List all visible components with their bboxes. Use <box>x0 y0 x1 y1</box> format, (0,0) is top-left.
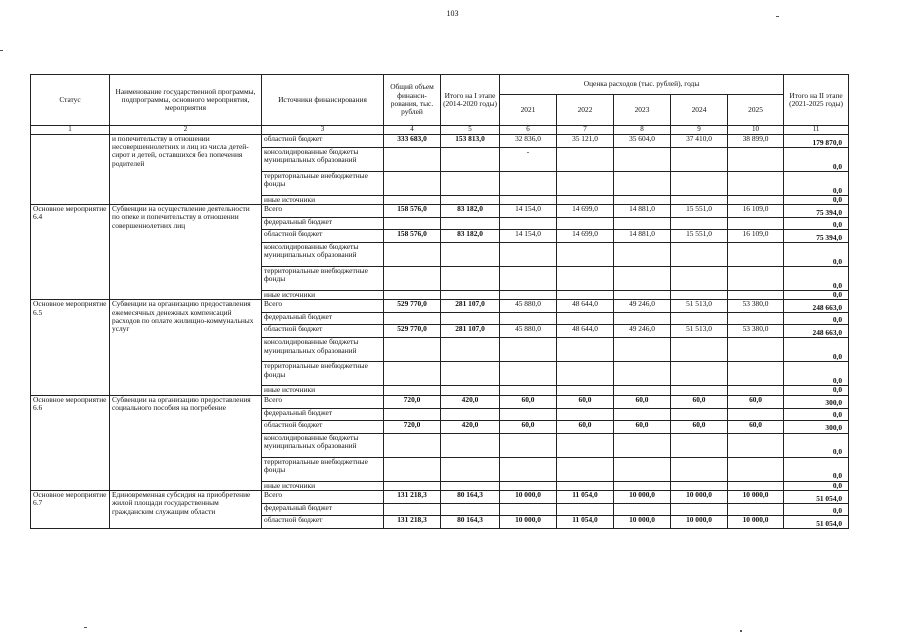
value-cell <box>384 195 441 204</box>
value-cell <box>728 291 784 300</box>
measure-name-cell: Субвенции на организацию предоставления ежемесячных денежных компенсаций расходов по оплате жилищно-коммунальных услуг <box>110 300 262 395</box>
stage2-total-cell: 75 394,0 <box>784 205 849 218</box>
funding-source-cell: областной бюджет <box>262 420 384 433</box>
stage2-total-cell: 300,0 <box>784 420 849 433</box>
value-cell <box>557 408 614 420</box>
value-cell <box>614 195 671 204</box>
value-cell: 60,0 <box>614 395 671 408</box>
value-cell <box>384 457 441 481</box>
value-cell <box>671 408 728 420</box>
value-cell <box>384 338 441 362</box>
value-cell <box>441 147 500 171</box>
value-cell: 720,0 <box>384 395 441 408</box>
value-cell: 281 107,0 <box>441 300 500 313</box>
value-cell: 10 000,0 <box>728 515 784 528</box>
column-number: 8 <box>614 126 671 135</box>
value-cell: 16 109,0 <box>728 205 784 218</box>
value-cell <box>500 291 557 300</box>
funding-source-cell: иные источники <box>262 195 384 204</box>
value-cell: 48 644,0 <box>557 300 614 313</box>
funding-source-cell: областной бюджет <box>262 134 384 147</box>
value-cell <box>441 408 500 420</box>
value-cell <box>614 243 671 267</box>
value-cell <box>728 457 784 481</box>
stage2-total-cell: 0,0 <box>784 267 849 291</box>
stage2-total-cell: 0,0 <box>784 457 849 481</box>
value-cell <box>557 386 614 395</box>
value-cell: - <box>500 147 557 171</box>
funding-source-cell: Всего <box>262 300 384 313</box>
value-cell: 60,0 <box>728 420 784 433</box>
value-cell <box>614 457 671 481</box>
stage2-total-cell: 0,0 <box>784 386 849 395</box>
value-cell <box>441 313 500 325</box>
value-cell <box>728 171 784 195</box>
stage2-total-cell: 0,0 <box>784 195 849 204</box>
value-cell: 10 000,0 <box>500 515 557 528</box>
value-cell <box>728 386 784 395</box>
scan-mark <box>740 630 742 632</box>
value-cell <box>441 481 500 490</box>
value-cell <box>728 408 784 420</box>
value-cell <box>614 433 671 457</box>
value-cell: 10 000,0 <box>671 515 728 528</box>
value-cell <box>728 147 784 171</box>
value-cell <box>441 457 500 481</box>
funding-source-cell: иные источники <box>262 291 384 300</box>
value-cell <box>557 218 614 230</box>
value-cell <box>441 267 500 291</box>
value-cell <box>384 147 441 171</box>
funding-source-cell: Всего <box>262 490 384 503</box>
value-cell <box>384 362 441 386</box>
value-cell: 131 218,3 <box>384 490 441 503</box>
stage2-total-cell: 0,0 <box>784 171 849 195</box>
value-cell <box>671 171 728 195</box>
stage2-total-cell: 0,0 <box>784 362 849 386</box>
header-estimate: Оценка расходов (тыс. рублей), годы <box>500 75 784 95</box>
page-number: 103 <box>446 9 459 18</box>
funding-source-cell: территориальные внебюджетные фонды <box>262 171 384 195</box>
value-cell <box>441 243 500 267</box>
value-cell: 720,0 <box>384 420 441 433</box>
value-cell: 60,0 <box>500 420 557 433</box>
measure-name-cell: и попечительству в отношении несовершеннолетних и лиц из числа детей-сирот и детей, оставшихся без попечения родителей <box>110 134 262 204</box>
column-number: 1 <box>31 126 110 135</box>
header-sources: Источники финансирования <box>262 75 384 126</box>
value-cell <box>557 291 614 300</box>
table-row <box>31 395 849 408</box>
value-cell <box>500 338 557 362</box>
value-cell: 14 881,0 <box>614 230 671 243</box>
funding-source-cell: Всего <box>262 395 384 408</box>
value-cell: 51 513,0 <box>671 300 728 313</box>
value-cell <box>614 362 671 386</box>
value-cell <box>384 171 441 195</box>
funding-source-cell: территориальные внебюджетные фонды <box>262 362 384 386</box>
value-cell: 48 644,0 <box>557 325 614 338</box>
value-cell: 37 410,0 <box>671 134 728 147</box>
funding-source-cell: федеральный бюджет <box>262 408 384 420</box>
value-cell <box>614 338 671 362</box>
status-cell: Основное мероприятие 6.5 <box>31 300 110 395</box>
value-cell <box>557 171 614 195</box>
value-cell <box>500 267 557 291</box>
value-cell <box>614 171 671 195</box>
column-number: 9 <box>671 126 728 135</box>
value-cell: 60,0 <box>557 395 614 408</box>
funding-source-cell: Всего <box>262 205 384 218</box>
value-cell <box>614 267 671 291</box>
value-cell <box>500 195 557 204</box>
value-cell: 45 880,0 <box>500 300 557 313</box>
value-cell <box>441 171 500 195</box>
value-cell <box>671 481 728 490</box>
measure-name-cell: Субвенции на осуществление деятельности по опеке и попечительству в отношении совершеннолетних лиц <box>110 205 262 300</box>
stage2-total-cell: 0,0 <box>784 481 849 490</box>
value-cell: 80 164,3 <box>441 515 500 528</box>
table-row <box>31 134 849 147</box>
column-number: 4 <box>384 126 441 135</box>
stage2-total-cell: 0,0 <box>784 338 849 362</box>
funding-source-cell: областной бюджет <box>262 230 384 243</box>
measure-name-cell: Субвенции на организацию предоставления социального пособия на погребение <box>110 395 262 490</box>
value-cell <box>614 218 671 230</box>
status-cell: Основное мероприятие 6.4 <box>31 205 110 300</box>
value-cell: 158 576,0 <box>384 230 441 243</box>
value-cell <box>441 338 500 362</box>
funding-source-cell: территориальные внебюджетные фонды <box>262 267 384 291</box>
stage2-total-cell: 0,0 <box>784 291 849 300</box>
funding-source-cell: федеральный бюджет <box>262 313 384 325</box>
stage2-total-cell: 248 663,0 <box>784 300 849 313</box>
stage2-total-cell: 0,0 <box>784 147 849 171</box>
column-number: 2 <box>110 126 262 135</box>
value-cell <box>557 433 614 457</box>
table-row <box>31 300 849 313</box>
status-cell: Основное мероприятие 6.7 <box>31 490 110 528</box>
value-cell: 60,0 <box>614 420 671 433</box>
value-cell <box>384 267 441 291</box>
value-cell: 14 881,0 <box>614 205 671 218</box>
stage2-total-cell: 51 054,0 <box>784 515 849 528</box>
funding-source-cell: иные источники <box>262 481 384 490</box>
stage2-total-cell: 0,0 <box>784 243 849 267</box>
value-cell: 51 513,0 <box>671 325 728 338</box>
value-cell <box>614 313 671 325</box>
value-cell: 15 551,0 <box>671 205 728 218</box>
value-cell <box>500 503 557 515</box>
value-cell <box>671 243 728 267</box>
value-cell <box>384 386 441 395</box>
value-cell <box>614 503 671 515</box>
value-cell <box>728 195 784 204</box>
funding-source-cell: территориальные внебюджетные фонды <box>262 457 384 481</box>
value-cell: 53 380,0 <box>728 325 784 338</box>
value-cell: 14 699,0 <box>557 205 614 218</box>
value-cell <box>728 481 784 490</box>
value-cell: 529 770,0 <box>384 300 441 313</box>
funding-source-cell: областной бюджет <box>262 515 384 528</box>
value-cell: 529 770,0 <box>384 325 441 338</box>
stage2-total-cell: 51 054,0 <box>784 490 849 503</box>
stage2-total-cell: 0,0 <box>784 218 849 230</box>
value-cell <box>500 481 557 490</box>
value-cell: 420,0 <box>441 420 500 433</box>
stage2-total-cell: 0,0 <box>784 313 849 325</box>
value-cell: 131 218,3 <box>384 515 441 528</box>
column-number: 5 <box>441 126 500 135</box>
value-cell <box>441 433 500 457</box>
value-cell <box>671 457 728 481</box>
stage2-total-cell: 300,0 <box>784 395 849 408</box>
value-cell <box>671 147 728 171</box>
value-cell: 35 604,0 <box>614 134 671 147</box>
value-cell <box>500 313 557 325</box>
header-stage2: Итого на II этапе (2021-2025 годы) <box>784 75 849 126</box>
value-cell: 11 054,0 <box>557 490 614 503</box>
value-cell <box>728 362 784 386</box>
value-cell <box>500 218 557 230</box>
value-cell <box>441 218 500 230</box>
header-status: Статус <box>31 75 110 126</box>
stage2-total-cell: 0,0 <box>784 408 849 420</box>
value-cell: 53 380,0 <box>728 300 784 313</box>
value-cell <box>671 386 728 395</box>
value-cell: 15 551,0 <box>671 230 728 243</box>
scan-mark <box>84 627 87 628</box>
value-cell: 35 121,0 <box>557 134 614 147</box>
header-row-top <box>31 75 849 95</box>
value-cell <box>557 267 614 291</box>
header-name: Наименование государственной программы, подпрограммы, основного мероприятия, мероприятия <box>110 75 262 126</box>
column-number: 11 <box>784 126 849 135</box>
table-row <box>31 205 849 218</box>
header-year: 2025 <box>728 95 784 126</box>
value-cell <box>500 408 557 420</box>
value-cell <box>671 503 728 515</box>
value-cell <box>557 147 614 171</box>
value-cell <box>557 457 614 481</box>
value-cell <box>614 481 671 490</box>
table-row <box>31 490 849 503</box>
value-cell: 14 154,0 <box>500 230 557 243</box>
value-cell <box>671 267 728 291</box>
value-cell <box>384 503 441 515</box>
budget-table <box>30 74 849 529</box>
value-cell: 80 164,3 <box>441 490 500 503</box>
value-cell: 60,0 <box>728 395 784 408</box>
value-cell: 32 836,0 <box>500 134 557 147</box>
column-number: 3 <box>262 126 384 135</box>
column-number: 10 <box>728 126 784 135</box>
value-cell <box>728 338 784 362</box>
value-cell: 45 880,0 <box>500 325 557 338</box>
value-cell <box>728 243 784 267</box>
header-stage1: Итого на I этапе (2014-2020 годы) <box>441 75 500 126</box>
value-cell <box>384 481 441 490</box>
value-cell <box>557 362 614 386</box>
value-cell <box>500 386 557 395</box>
header-year: 2024 <box>671 95 728 126</box>
value-cell <box>671 218 728 230</box>
value-cell <box>500 171 557 195</box>
measure-name-cell: Единовременная субсидия на приобретение жилой площади государственным гражданским служащим области <box>110 490 262 528</box>
column-numbers-row <box>31 126 849 135</box>
value-cell: 158 576,0 <box>384 205 441 218</box>
status-cell <box>31 134 110 204</box>
value-cell: 11 054,0 <box>557 515 614 528</box>
value-cell <box>557 243 614 267</box>
value-cell <box>557 503 614 515</box>
scan-mark <box>0 50 3 51</box>
value-cell: 281 107,0 <box>441 325 500 338</box>
value-cell: 38 899,0 <box>728 134 784 147</box>
value-cell <box>500 243 557 267</box>
header-total: Общий объем финанси-рования, тыс. рублей <box>384 75 441 126</box>
value-cell: 60,0 <box>671 395 728 408</box>
status-cell: Основное мероприятие 6.6 <box>31 395 110 490</box>
value-cell: 10 000,0 <box>500 490 557 503</box>
value-cell <box>441 503 500 515</box>
value-cell <box>728 503 784 515</box>
value-cell: 10 000,0 <box>671 490 728 503</box>
stage2-total-cell: 0,0 <box>784 503 849 515</box>
value-cell: 49 246,0 <box>614 300 671 313</box>
value-cell: 49 246,0 <box>614 325 671 338</box>
funding-source-cell: консолидированные бюджеты муниципальных образований <box>262 338 384 362</box>
value-cell <box>384 291 441 300</box>
value-cell: 10 000,0 <box>614 490 671 503</box>
header-year: 2021 <box>500 95 557 126</box>
value-cell <box>441 362 500 386</box>
value-cell <box>614 291 671 300</box>
value-cell <box>728 218 784 230</box>
header-year: 2022 <box>557 95 614 126</box>
value-cell: 14 154,0 <box>500 205 557 218</box>
value-cell <box>671 313 728 325</box>
value-cell <box>441 386 500 395</box>
value-cell <box>500 362 557 386</box>
value-cell <box>384 433 441 457</box>
value-cell <box>614 386 671 395</box>
column-number: 7 <box>557 126 614 135</box>
funding-source-cell: консолидированные бюджеты муниципальных образований <box>262 243 384 267</box>
value-cell <box>384 218 441 230</box>
value-cell: 420,0 <box>441 395 500 408</box>
funding-source-cell: консолидированные бюджеты муниципальных образований <box>262 147 384 171</box>
value-cell <box>441 195 500 204</box>
funding-source-cell: федеральный бюджет <box>262 503 384 515</box>
value-cell <box>728 313 784 325</box>
value-cell <box>671 362 728 386</box>
column-number: 6 <box>500 126 557 135</box>
value-cell: 60,0 <box>557 420 614 433</box>
value-cell <box>557 195 614 204</box>
value-cell <box>671 195 728 204</box>
stage2-total-cell: 179 870,0 <box>784 134 849 147</box>
value-cell <box>728 267 784 291</box>
funding-source-cell: областной бюджет <box>262 325 384 338</box>
value-cell <box>500 433 557 457</box>
funding-source-cell: федеральный бюджет <box>262 218 384 230</box>
stage2-total-cell: 75 394,0 <box>784 230 849 243</box>
value-cell <box>384 313 441 325</box>
value-cell: 153 813,0 <box>441 134 500 147</box>
value-cell <box>614 147 671 171</box>
value-cell <box>384 408 441 420</box>
value-cell <box>614 408 671 420</box>
value-cell: 16 109,0 <box>728 230 784 243</box>
value-cell: 60,0 <box>500 395 557 408</box>
stage2-total-cell: 248 663,0 <box>784 325 849 338</box>
value-cell <box>557 481 614 490</box>
value-cell: 83 182,0 <box>441 230 500 243</box>
value-cell: 14 699,0 <box>557 230 614 243</box>
value-cell <box>728 433 784 457</box>
value-cell <box>671 338 728 362</box>
value-cell <box>384 243 441 267</box>
scan-mark <box>776 16 779 17</box>
value-cell: 83 182,0 <box>441 205 500 218</box>
header-year: 2023 <box>614 95 671 126</box>
value-cell <box>500 457 557 481</box>
value-cell: 60,0 <box>671 420 728 433</box>
value-cell <box>671 433 728 457</box>
value-cell <box>557 338 614 362</box>
value-cell: 333 683,0 <box>384 134 441 147</box>
value-cell: 10 000,0 <box>728 490 784 503</box>
value-cell <box>441 291 500 300</box>
table-body <box>31 134 849 528</box>
value-cell: 10 000,0 <box>614 515 671 528</box>
value-cell <box>557 313 614 325</box>
value-cell <box>671 291 728 300</box>
stage2-total-cell: 0,0 <box>784 433 849 457</box>
funding-source-cell: иные источники <box>262 386 384 395</box>
funding-source-cell: консолидированные бюджеты муниципальных образований <box>262 433 384 457</box>
